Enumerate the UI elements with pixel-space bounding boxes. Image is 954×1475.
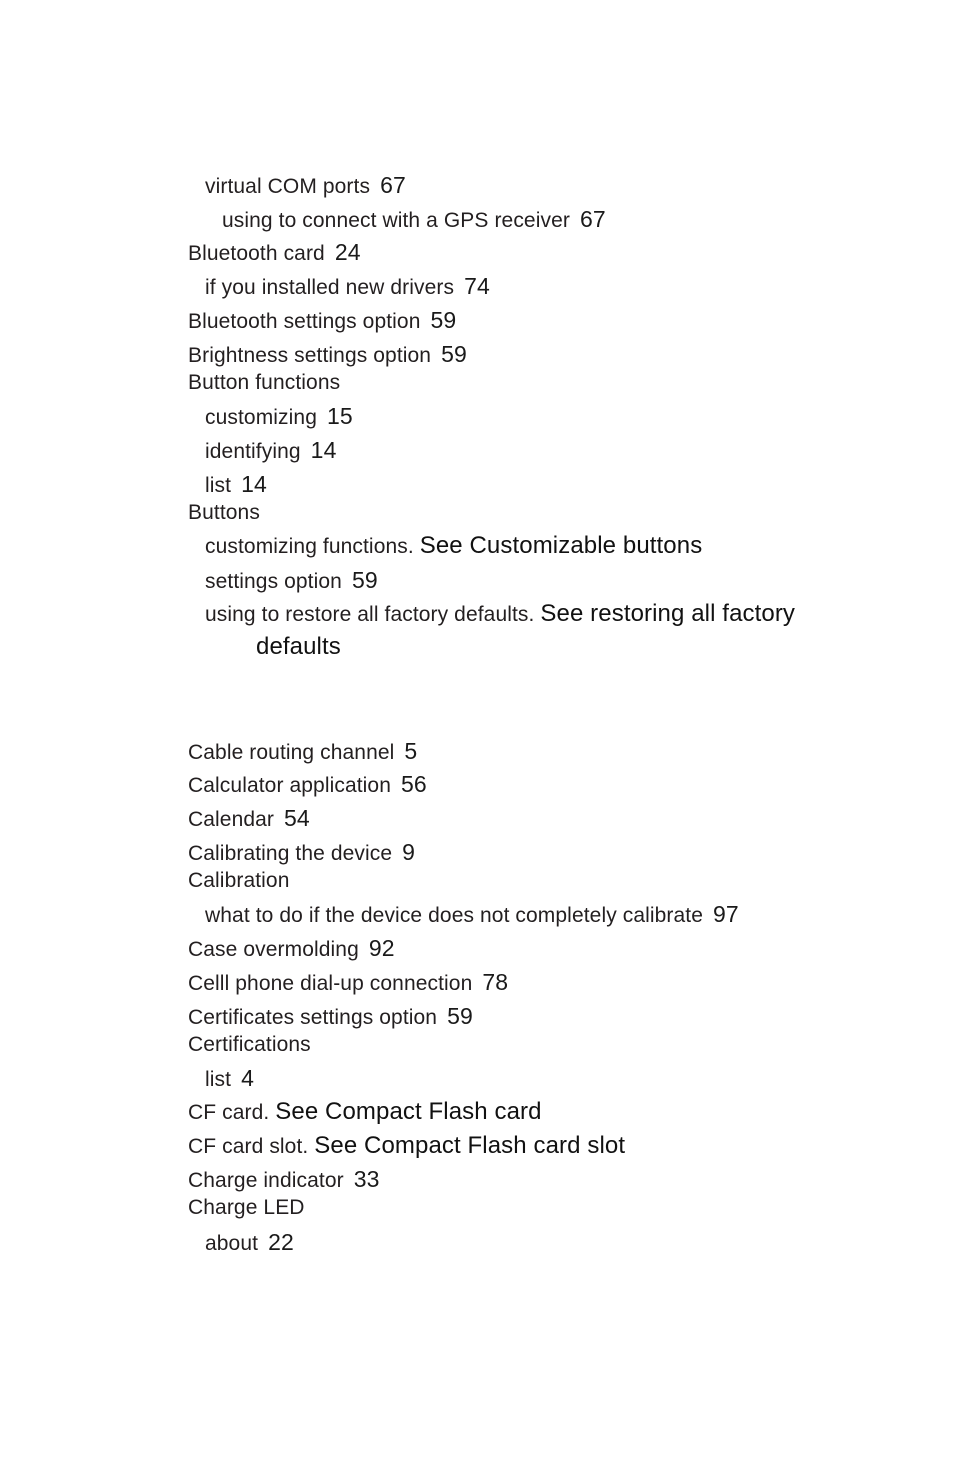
- page-reference[interactable]: 59: [351, 567, 378, 593]
- index-term: Charge indicator: [188, 1169, 344, 1192]
- page-reference[interactable]: 24: [334, 239, 361, 265]
- page-reference[interactable]: 54: [284, 805, 310, 831]
- index-entry-restore-defaults-continued: [256, 634, 341, 661]
- index-term: Calibrating the device: [188, 842, 393, 865]
- index-entry-restore-defaults: [205, 601, 795, 628]
- index-term: customizing: [205, 406, 317, 429]
- index-entry-certificates: [188, 1003, 473, 1031]
- index-entry-calendar: [188, 805, 310, 833]
- page-reference[interactable]: 5: [404, 738, 418, 764]
- index-entry-virtual-com-ports: [205, 172, 406, 200]
- page-reference[interactable]: 14: [241, 471, 267, 497]
- index-entry-case-overmolding: [188, 935, 395, 963]
- index-entry-cable-routing: [188, 738, 417, 766]
- page-reference[interactable]: 4: [241, 1065, 254, 1091]
- index-entry-gps-receiver: [222, 206, 606, 234]
- index-entry-calibration-fail: [205, 901, 739, 929]
- index-term: Brightness settings option: [188, 344, 432, 367]
- index-term: Button functions: [188, 371, 341, 394]
- see-reference-link[interactable]: See Compact Flash card: [275, 1098, 542, 1125]
- index-term: Certificates settings option: [188, 1006, 438, 1029]
- index-term: customizing functions.: [205, 535, 414, 558]
- index-entry-bluetooth-card: [188, 239, 361, 267]
- index-term: list: [205, 1068, 232, 1091]
- see-reference-link[interactable]: See restoring all factory: [540, 600, 796, 627]
- index-term: list: [205, 474, 232, 497]
- index-term: if you installed new drivers: [205, 276, 455, 299]
- page-reference[interactable]: 33: [353, 1166, 380, 1192]
- index-term: identifying: [205, 440, 301, 463]
- index-entry-charge-led-about: [205, 1229, 294, 1257]
- page-reference[interactable]: 22: [268, 1229, 294, 1255]
- index-term: Case overmolding: [188, 938, 359, 961]
- index-entry-calibration: [188, 868, 290, 894]
- index-term: Calibration: [188, 869, 290, 892]
- page-reference[interactable]: 59: [430, 307, 457, 333]
- page-reference[interactable]: 97: [713, 901, 739, 927]
- index-term: using to restore all factory defaults.: [205, 603, 535, 626]
- page-reference[interactable]: 15: [326, 403, 353, 429]
- index-term: Bluetooth card: [188, 242, 325, 265]
- page-reference[interactable]: 59: [447, 1003, 473, 1029]
- index-entry-button-functions: [188, 370, 340, 396]
- page-reference[interactable]: 92: [368, 935, 395, 961]
- index-term: virtual COM ports: [205, 175, 371, 198]
- index-term: what to do if the device does not completely calibrate: [205, 904, 704, 927]
- index-entry-customizing: [205, 403, 353, 431]
- see-reference-link[interactable]: See Compact Flash card slot: [314, 1132, 626, 1159]
- index-term: CF card slot.: [188, 1135, 309, 1158]
- page-reference[interactable]: 67: [380, 172, 406, 198]
- index-term: Buttons: [188, 501, 260, 524]
- page-reference[interactable]: 74: [464, 273, 490, 299]
- index-term: Bluetooth settings option: [188, 310, 421, 333]
- index-entry-settings-option: [205, 567, 378, 595]
- index-term: Calculator application: [188, 774, 391, 797]
- page-reference[interactable]: 9: [402, 839, 416, 865]
- index-entry-identifying: [205, 437, 336, 465]
- index-entry-new-drivers: [205, 273, 490, 301]
- index-entry-bluetooth-settings: [188, 307, 456, 335]
- page-reference[interactable]: 78: [482, 969, 509, 995]
- index-entry-calculator: [188, 771, 427, 799]
- index-term: using to connect with a GPS receiver: [222, 209, 570, 232]
- index-entry-list: [205, 471, 267, 499]
- index-entry-cell-phone-dialup: [188, 969, 508, 997]
- index-term: Certifications: [188, 1033, 311, 1056]
- index-term: Cable routing channel: [188, 741, 395, 764]
- index-entry-cf-card-slot: [188, 1133, 625, 1160]
- see-reference-link[interactable]: See Customizable buttons: [419, 532, 703, 559]
- index-entry-brightness-settings: [188, 341, 467, 369]
- page-reference[interactable]: 59: [441, 341, 467, 367]
- page-reference[interactable]: 56: [400, 771, 427, 797]
- page-reference[interactable]: 14: [310, 437, 337, 463]
- index-entry-customizing-functions: [205, 533, 702, 560]
- index-entry-buttons: [188, 500, 260, 526]
- index-entry-charge-indicator: [188, 1166, 379, 1194]
- index-term: Calendar: [188, 808, 275, 831]
- index-term: CF card.: [188, 1101, 270, 1124]
- index-term: Charge LED: [188, 1196, 305, 1219]
- index-term: settings option: [205, 570, 342, 593]
- see-reference-link-continued[interactable]: defaults: [256, 633, 341, 660]
- page-reference[interactable]: 67: [579, 206, 606, 232]
- index-term: Celll phone dial-up connection: [188, 972, 473, 995]
- index-entry-cf-card: [188, 1099, 542, 1126]
- index-entry-charge-led: [188, 1195, 305, 1221]
- index-entry-certifications: [188, 1032, 311, 1058]
- index-term: about: [205, 1232, 259, 1255]
- index-entry-certifications-list: [205, 1065, 254, 1093]
- index-entry-calibrating: [188, 839, 415, 867]
